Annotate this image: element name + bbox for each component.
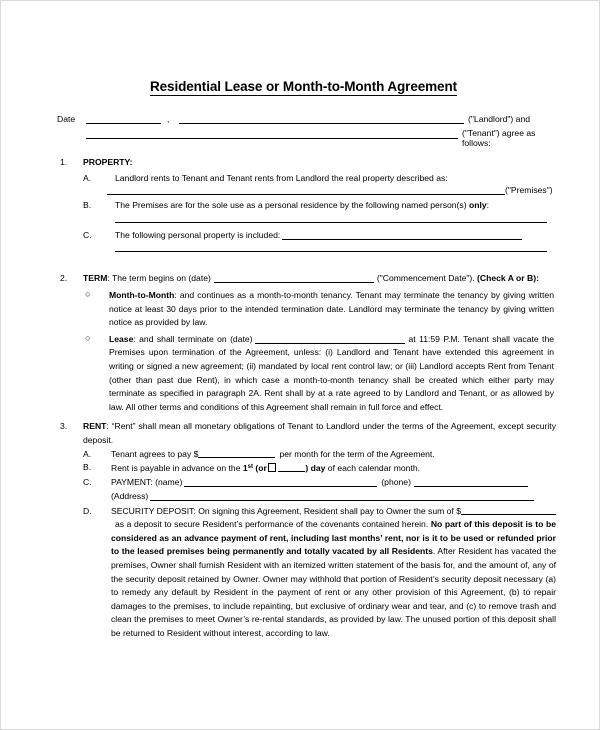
property-item-c-letter: C. — [83, 229, 92, 240]
date-label: Date — [57, 114, 76, 124]
rent-lead-paragraph — [83, 420, 556, 447]
property-item-b-bold: only — [468, 200, 487, 211]
landlord-name-blank[interactable] — [179, 114, 464, 124]
rent-item-c — [83, 476, 556, 490]
date-row-tenant — [51, 128, 556, 148]
security-deposit-amount-blank[interactable] — [461, 507, 556, 515]
security-deposit-text-2: as a deposit to secure Resident’s performance of the covenants contained herein. — [115, 519, 431, 530]
security-deposit-bold-text: No part of this deposit is to be considered as an advance payment of rent, including last months’ rent, nor is it to be used or refunded prior to the leased premises being permanently and totally vacated by all Residents — [111, 519, 556, 557]
rent-item-c-letter: C. — [83, 476, 92, 487]
payment-name-blank[interactable] — [184, 477, 377, 487]
payment-phone-blank[interactable] — [414, 477, 528, 487]
alternate-day-blank[interactable] — [278, 464, 305, 472]
section-heading-rent: RENT — [83, 421, 107, 432]
alternate-day-checkbox[interactable] — [268, 463, 277, 472]
rent-item-b — [83, 461, 556, 476]
personal-property-blank-1[interactable] — [282, 230, 522, 240]
personal-property-blank-2[interactable] — [115, 242, 547, 252]
check-instruction: (Check A or B): — [477, 273, 539, 284]
property-item-a-letter: A. — [83, 172, 92, 183]
term-option-lease-text-after: at 11:59 P.M. Tenant shall vacate the Premises upon termination of the Agreement, unless: (i) Landlord and Tenant have extended this agreement in writing or signed a new agreement; (ii) mandated by local rent control law; or (iii) Landlord accepts Rent from Tenant (other than past due Rent), in which case a month-to-month tenancy shall be created which either party may terminate as specified in paragraph 2A. Rent shall by at a rate agreed to by Landlord and Tenant, or as allowed by law. All other terms and conditions of this Agreement shall remain in full force and effect. — [109, 333, 555, 412]
payment-phone-label: (phone) — [381, 476, 411, 487]
rent-item-b-close: ) — [305, 463, 309, 474]
tenant-name-blank[interactable] — [86, 129, 458, 139]
rent-item-b-text-after: of each calendar month. — [325, 463, 421, 474]
security-deposit-text-3: . After Resident has vacated the premises, Owner shall furnish Resident with an itemized written statement of the basis for, and the amount of, any of the security deposit retained by Owner. Owner may withhold that portion of Resident’s security deposit necessary (a) to remedy any default by Resident in the payment of rent or any other provision of this Agreement, (b) to repair damages to the premises, to include repainting, but exclusive of ordinary wear and tear, and (c) to remove trash and clean the premises to meet Owner’s re-rental standards, as provided by law. The unused portion of this deposit shall be returned to Resident without interest, according to law. — [111, 546, 556, 639]
rent-item-a-letter: A. — [83, 448, 92, 459]
property-item-a-blank-row — [83, 185, 556, 199]
lease-termination-date-blank[interactable] — [255, 334, 405, 344]
term-option-month-to-month-label: Month-to-Month — [109, 289, 175, 300]
rent-item-d — [83, 505, 556, 641]
premises-description-blank[interactable] — [107, 185, 505, 195]
page-title-text: Residential Lease or Month-to-Month Agreement — [149, 79, 457, 94]
section-term — [51, 272, 556, 414]
section-rent — [51, 420, 556, 640]
section-number-3: 3. — [60, 421, 68, 432]
date-row-landlord — [51, 114, 556, 128]
section-heading-property-suffix: : — [129, 157, 133, 167]
property-item-b — [83, 199, 556, 213]
property-item-b-text-after: : — [486, 200, 490, 211]
property-item-c-text: The following personal property is included: — [115, 229, 281, 240]
property-item-b-text-before: The Premises are for the sole use as a personal residence by the following named person(s) — [115, 200, 469, 211]
payment-address-label: (Address) — [111, 490, 149, 501]
section-number-2: 2. — [60, 273, 68, 284]
property-item-a — [83, 172, 556, 186]
radio-circle-icon[interactable]: ○ — [85, 289, 91, 300]
page-title — [51, 79, 556, 95]
section-heading-term: TERM — [83, 273, 108, 284]
rent-lead-text: : “Rent” shall mean all monetary obligations of Tenant to Landlord under the terms of the Agreement, except security deposit. — [83, 421, 556, 445]
tenant-tag: ("Tenant") agree as follows: — [462, 128, 536, 148]
occupants-blank[interactable] — [115, 213, 547, 223]
rent-item-d-letter: D. — [83, 505, 92, 516]
payment-address-blank[interactable] — [150, 491, 534, 501]
term-option-lease-text-before: : and shall terminate on (date) — [133, 333, 253, 344]
landlord-tag: ("Landlord") and — [468, 114, 530, 124]
premises-tag: ("Premises") — [505, 185, 553, 196]
term-option-lease-label: Lease — [109, 333, 134, 344]
rent-item-b-day: day — [308, 463, 326, 474]
term-lead-text: : The term begins on (date) — [107, 273, 211, 284]
property-item-c-blank-row — [83, 242, 556, 258]
section-number-1: 1. — [60, 157, 68, 167]
rent-item-b-or: (or — [253, 463, 267, 474]
payment-name-label: PAYMENT: (name) — [111, 476, 183, 487]
monthly-rent-amount-blank[interactable] — [198, 450, 275, 458]
commencement-date-blank[interactable] — [214, 273, 374, 283]
rent-day-ordinal-suffix: st — [247, 464, 253, 471]
term-option-month-to-month[interactable] — [83, 289, 556, 330]
rent-item-b-letter: B. — [83, 462, 92, 473]
commencement-tag: ("Commencement Date"). — [376, 273, 475, 284]
rent-day-default: 1 — [242, 463, 248, 474]
property-item-c — [83, 229, 556, 243]
property-item-b-blank-row — [83, 213, 556, 229]
date-input-blank[interactable] — [86, 114, 161, 124]
term-option-month-to-month-text: : and continues as a month-to-month tenancy. Tenant may terminate the tenancy by giving written notice at least 30 days prior to the intended termination date. Landlord may terminate the tenancy by giving written notice as provided by law. — [109, 289, 554, 328]
security-deposit-text-1: SECURITY DEPOSIT: On signing this Agreement, Resident shall pay to Owner the sum of $ — [111, 505, 461, 516]
property-item-a-text: Landlord rents to Tenant and Tenant rents from Landlord the real property described as: — [115, 172, 448, 183]
rent-item-a — [83, 448, 556, 462]
section-heading-property: PROPERTY — [83, 157, 130, 167]
document-body — [51, 71, 556, 641]
radio-circle-icon[interactable]: ○ — [85, 333, 91, 344]
rent-item-a-text-before: Tenant agrees to pay $ — [111, 448, 199, 459]
date-comma: , — [167, 114, 170, 124]
term-option-lease[interactable] — [83, 333, 556, 415]
rent-item-a-text-after: per month for the term of the Agreement. — [279, 448, 435, 459]
rent-item-c-address-row — [83, 490, 556, 505]
security-deposit-paragraph — [111, 505, 556, 641]
date-block — [51, 114, 556, 148]
property-item-b-letter: B. — [83, 200, 92, 211]
section-property — [51, 156, 556, 258]
rent-item-b-text-before: Rent is payable in advance on the — [111, 463, 243, 474]
